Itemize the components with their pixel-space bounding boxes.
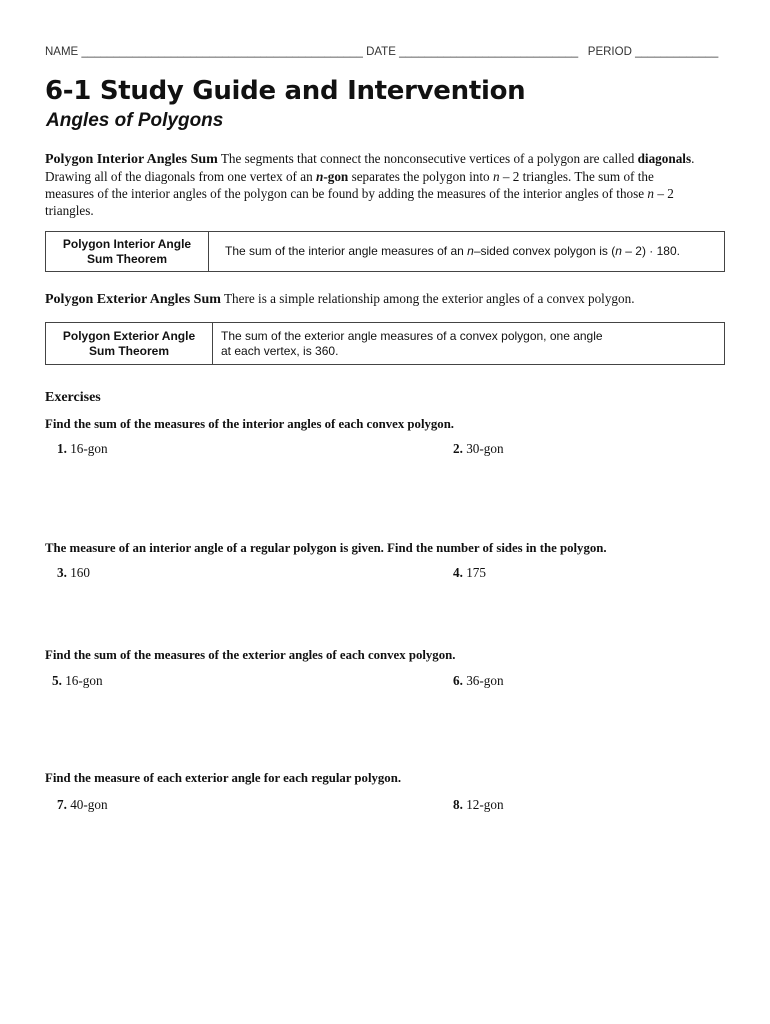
var-n: n <box>647 186 655 201</box>
exterior-text: There is a simple relationship among the exterior angles of a convex polygon. <box>220 291 635 306</box>
exercise-item: 5. 16-gon <box>52 673 103 688</box>
name-blank: ____________________________________________ <box>81 46 363 58</box>
term-gon: -gon <box>323 169 349 184</box>
exterior-theorem-box <box>45 322 725 365</box>
var-n: n <box>492 169 500 184</box>
exercise-item: 8. 12-gon <box>453 797 504 812</box>
exercise-instruction: Find the sum of the measures of the exterior angles of each convex polygon. <box>45 648 456 662</box>
interior-text-4: – 2 triangles. The sum of the measures of the interior angles of the polygon can be found by adding the measures of the interior angles of those <box>45 169 654 201</box>
term-n: n <box>316 169 324 184</box>
interior-text-3: separates the polygon into <box>348 169 493 184</box>
header-fields <box>45 46 725 58</box>
interior-theorem-name: Polygon Interior Angle Sum Theorem <box>46 232 209 271</box>
exterior-theorem-name: Polygon Exterior Angle Sum Theorem <box>46 323 213 364</box>
exercise-instruction: Find the measure of each exterior angle for each regular polygon. <box>45 771 402 785</box>
date-blank: ____________________________ <box>399 46 579 58</box>
interior-angles-paragraph <box>45 150 705 219</box>
interior-text-1: The segments that connect the nonconsecutive vertices of a polygon are called <box>217 151 638 166</box>
period-blank: _____________ <box>635 46 719 58</box>
date-label: DATE <box>366 46 396 58</box>
period-label: PERIOD <box>587 46 632 58</box>
exterior-heading: Polygon Exterior Angles Sum <box>45 292 221 307</box>
exercise-item: 2. 30-gon <box>453 441 504 456</box>
interior-theorem-box <box>45 231 725 272</box>
interior-heading: Polygon Interior Angles Sum <box>45 152 218 167</box>
exercise-instruction: The measure of an interior angle of a regular polygon is given. Find the number of sides in the polygon. <box>45 541 607 555</box>
interior-text-5: – 2 triangles. <box>45 186 674 218</box>
exterior-angles-paragraph <box>45 290 705 308</box>
exercise-item: 3. 160 <box>57 565 90 580</box>
exercise-item: 4. 175 <box>453 565 486 580</box>
interior-theorem-text: The sum of the interior angle measures of an n–sided convex polygon is (n – 2) · 180. <box>225 244 680 258</box>
page-subtitle: Angles of Polygons <box>46 110 224 131</box>
exercises-heading: Exercises <box>45 390 101 405</box>
exterior-theorem-text: The sum of the exterior angle measures of a convex polygon, one angle at each vertex, is 360. <box>221 328 603 358</box>
name-label: NAME <box>45 46 79 58</box>
exercise-instruction: Find the sum of the measures of the interior angles of each convex polygon. <box>45 417 455 431</box>
exercise-item: 6. 36-gon <box>453 673 504 688</box>
page-title: 6-1 Study Guide and Intervention <box>45 76 526 106</box>
interior-text-2: . Drawing all of the diagonals from one vertex of an <box>45 151 695 184</box>
exercise-item: 1. 16-gon <box>57 441 108 456</box>
exercise-item: 7. 40-gon <box>57 797 108 812</box>
term-diagonals: diagonals <box>637 151 692 166</box>
